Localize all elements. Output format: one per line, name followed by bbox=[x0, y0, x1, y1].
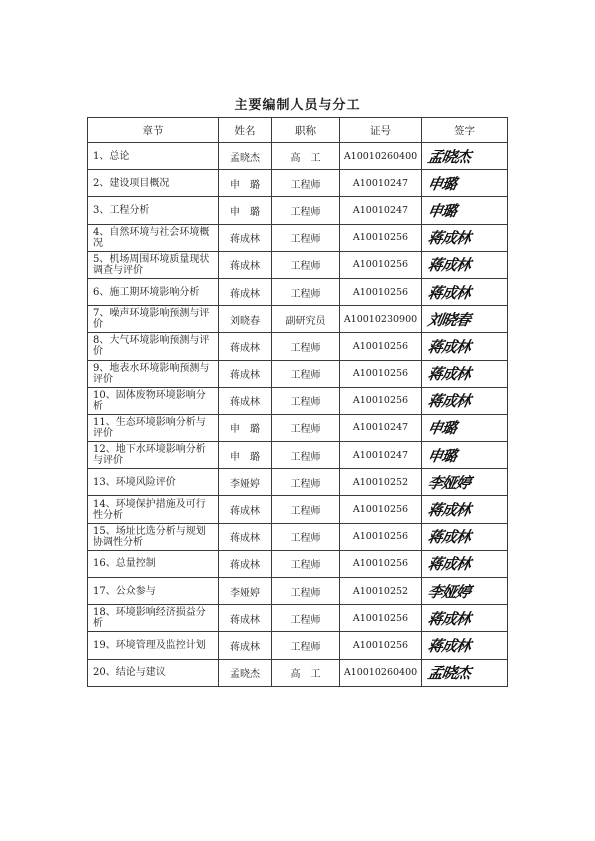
section-cell: 11、生态环境影响分析与评价 bbox=[88, 414, 219, 441]
name-cell: 蒋成林 bbox=[219, 360, 272, 387]
title-cell: 工程师 bbox=[272, 442, 340, 469]
name-cell: 申 璐 bbox=[219, 170, 272, 197]
handwritten-signature: 蒋成林 bbox=[426, 501, 472, 520]
handwritten-signature: 李娅婷 bbox=[426, 582, 472, 601]
title-cell: 工程师 bbox=[272, 469, 340, 496]
name-cell: 蒋成林 bbox=[219, 550, 272, 577]
handwritten-signature: 申璐 bbox=[426, 201, 458, 220]
header-cert: 证号 bbox=[340, 118, 422, 143]
handwritten-signature: 申璐 bbox=[426, 174, 458, 193]
signature-cell bbox=[422, 143, 508, 170]
title-cell: 工程师 bbox=[272, 496, 340, 523]
signature-cell bbox=[422, 496, 508, 523]
handwritten-signature: 孟晓杰 bbox=[426, 664, 472, 683]
name-cell: 孟晓杰 bbox=[219, 659, 272, 686]
table-row bbox=[88, 550, 508, 577]
handwritten-signature: 孟晓杰 bbox=[426, 147, 472, 166]
handwritten-signature: 蒋成林 bbox=[426, 365, 472, 384]
title-cell: 副研究员 bbox=[272, 306, 340, 333]
section-cell: 9、地表水环境影响预测与评价 bbox=[88, 360, 219, 387]
handwritten-signature: 蒋成林 bbox=[426, 283, 472, 302]
signature-cell bbox=[422, 578, 508, 605]
handwritten-signature: 蒋成林 bbox=[426, 256, 472, 275]
signature-cell bbox=[422, 278, 508, 305]
name-cell: 蒋成林 bbox=[219, 333, 272, 360]
cert-number-cell: A10010256 bbox=[340, 278, 422, 305]
section-cell: 14、环境保护措施及可行性分析 bbox=[88, 496, 219, 523]
cert-number-cell: A10010260400 bbox=[340, 143, 422, 170]
header-title: 职称 bbox=[272, 118, 340, 143]
cert-number-cell: A10010247 bbox=[340, 414, 422, 441]
signature-cell bbox=[422, 360, 508, 387]
cert-number-cell: A10010247 bbox=[340, 197, 422, 224]
cert-number-cell: A10010256 bbox=[340, 251, 422, 278]
handwritten-signature: 申璐 bbox=[426, 419, 458, 438]
cert-number-cell: A10010260400 bbox=[340, 659, 422, 686]
cert-number-cell: A10010256 bbox=[340, 333, 422, 360]
cert-number-cell: A10010256 bbox=[340, 360, 422, 387]
name-cell: 蒋成林 bbox=[219, 224, 272, 251]
name-cell: 申 璐 bbox=[219, 442, 272, 469]
signature-cell bbox=[422, 387, 508, 414]
cert-number-cell: A10010247 bbox=[340, 442, 422, 469]
signature-cell bbox=[422, 170, 508, 197]
section-cell: 10、固体废物环境影响分析 bbox=[88, 387, 219, 414]
signature-cell bbox=[422, 523, 508, 550]
name-cell: 申 璐 bbox=[219, 197, 272, 224]
title-cell: 高 工 bbox=[272, 659, 340, 686]
handwritten-signature: 刘晓春 bbox=[426, 310, 472, 329]
cert-number-cell: A10010256 bbox=[340, 632, 422, 659]
table-row bbox=[88, 197, 508, 224]
table-row bbox=[88, 387, 508, 414]
handwritten-signature: 蒋成林 bbox=[426, 229, 472, 248]
table-header-row bbox=[88, 118, 508, 143]
section-cell: 20、结论与建议 bbox=[88, 659, 219, 686]
signature-cell bbox=[422, 605, 508, 632]
section-cell: 16、总量控制 bbox=[88, 550, 219, 577]
name-cell: 蒋成林 bbox=[219, 496, 272, 523]
title-cell: 工程师 bbox=[272, 578, 340, 605]
header-signature: 签字 bbox=[422, 118, 508, 143]
table-row bbox=[88, 523, 508, 550]
header-section: 章节 bbox=[88, 118, 219, 143]
section-cell: 13、环境风险评价 bbox=[88, 469, 219, 496]
section-cell: 5、机场周围环境质量现状调查与评价 bbox=[88, 251, 219, 278]
table-row bbox=[88, 632, 508, 659]
signature-cell bbox=[422, 224, 508, 251]
name-cell: 蒋成林 bbox=[219, 387, 272, 414]
name-cell: 李娅婷 bbox=[219, 578, 272, 605]
table-row bbox=[88, 224, 508, 251]
section-cell: 7、噪声环境影响预测与评价 bbox=[88, 306, 219, 333]
cert-number-cell: A10010247 bbox=[340, 170, 422, 197]
signature-cell bbox=[422, 659, 508, 686]
section-cell: 15、场址比选分析与规划协调性分析 bbox=[88, 523, 219, 550]
name-cell: 蒋成林 bbox=[219, 251, 272, 278]
signature-cell bbox=[422, 442, 508, 469]
handwritten-signature: 蒋成林 bbox=[426, 636, 472, 655]
title-cell: 工程师 bbox=[272, 550, 340, 577]
cert-number-cell: A10010230900 bbox=[340, 306, 422, 333]
table-row bbox=[88, 143, 508, 170]
name-cell: 李娅婷 bbox=[219, 469, 272, 496]
section-cell: 19、环境管理及监控计划 bbox=[88, 632, 219, 659]
handwritten-signature: 蒋成林 bbox=[426, 609, 472, 628]
handwritten-signature: 蒋成林 bbox=[426, 555, 472, 574]
name-cell: 蒋成林 bbox=[219, 605, 272, 632]
title-cell: 工程师 bbox=[272, 197, 340, 224]
table-row bbox=[88, 578, 508, 605]
signature-cell bbox=[422, 469, 508, 496]
table-row bbox=[88, 251, 508, 278]
name-cell: 蒋成林 bbox=[219, 278, 272, 305]
section-cell: 1、总论 bbox=[88, 143, 219, 170]
title-cell: 工程师 bbox=[272, 333, 340, 360]
table-row bbox=[88, 170, 508, 197]
page-title: 主要编制人员与分工 bbox=[234, 98, 361, 113]
table-row bbox=[88, 360, 508, 387]
cert-number-cell: A10010256 bbox=[340, 496, 422, 523]
title-cell: 工程师 bbox=[272, 251, 340, 278]
cert-number-cell: A10010252 bbox=[340, 469, 422, 496]
section-cell: 18、环境影响经济损益分析 bbox=[88, 605, 219, 632]
staff-table bbox=[87, 117, 508, 687]
title-cell: 工程师 bbox=[272, 224, 340, 251]
cert-number-cell: A10010256 bbox=[340, 523, 422, 550]
handwritten-signature: 申璐 bbox=[426, 446, 458, 465]
handwritten-signature: 蒋成林 bbox=[426, 528, 472, 547]
signature-cell bbox=[422, 550, 508, 577]
table-row bbox=[88, 442, 508, 469]
title-cell: 工程师 bbox=[272, 414, 340, 441]
signature-cell bbox=[422, 632, 508, 659]
section-cell: 2、建设项目概况 bbox=[88, 170, 219, 197]
signature-cell bbox=[422, 414, 508, 441]
section-cell: 4、自然环境与社会环境概况 bbox=[88, 224, 219, 251]
table-row bbox=[88, 333, 508, 360]
section-cell: 3、工程分析 bbox=[88, 197, 219, 224]
name-cell: 申 璐 bbox=[219, 414, 272, 441]
table-row bbox=[88, 414, 508, 441]
title-cell: 工程师 bbox=[272, 523, 340, 550]
section-cell: 6、施工期环境影响分析 bbox=[88, 278, 219, 305]
title-cell: 工程师 bbox=[272, 278, 340, 305]
header-name: 姓名 bbox=[219, 118, 272, 143]
section-cell: 17、公众参与 bbox=[88, 578, 219, 605]
signature-cell bbox=[422, 197, 508, 224]
table-row bbox=[88, 659, 508, 686]
cert-number-cell: A10010256 bbox=[340, 550, 422, 577]
table-row bbox=[88, 306, 508, 333]
table-row bbox=[88, 605, 508, 632]
name-cell: 蒋成林 bbox=[219, 632, 272, 659]
handwritten-signature: 李娅婷 bbox=[426, 473, 472, 492]
signature-cell bbox=[422, 306, 508, 333]
table-row bbox=[88, 278, 508, 305]
handwritten-signature: 蒋成林 bbox=[426, 337, 472, 356]
handwritten-signature: 蒋成林 bbox=[426, 392, 472, 411]
cert-number-cell: A10010256 bbox=[340, 387, 422, 414]
cert-number-cell: A10010252 bbox=[340, 578, 422, 605]
name-cell: 刘晓春 bbox=[219, 306, 272, 333]
name-cell: 孟晓杰 bbox=[219, 143, 272, 170]
section-cell: 12、地下水环境影响分析与评价 bbox=[88, 442, 219, 469]
title-cell: 工程师 bbox=[272, 360, 340, 387]
signature-cell bbox=[422, 251, 508, 278]
title-cell: 工程师 bbox=[272, 170, 340, 197]
table-row bbox=[88, 496, 508, 523]
title-cell: 工程师 bbox=[272, 632, 340, 659]
cert-number-cell: A10010256 bbox=[340, 605, 422, 632]
name-cell: 蒋成林 bbox=[219, 523, 272, 550]
title-cell: 高 工 bbox=[272, 143, 340, 170]
table-body bbox=[88, 143, 508, 687]
title-cell: 工程师 bbox=[272, 605, 340, 632]
table-row bbox=[88, 469, 508, 496]
signature-cell bbox=[422, 333, 508, 360]
cert-number-cell: A10010256 bbox=[340, 224, 422, 251]
title-cell: 工程师 bbox=[272, 387, 340, 414]
section-cell: 8、大气环境影响预测与评价 bbox=[88, 333, 219, 360]
